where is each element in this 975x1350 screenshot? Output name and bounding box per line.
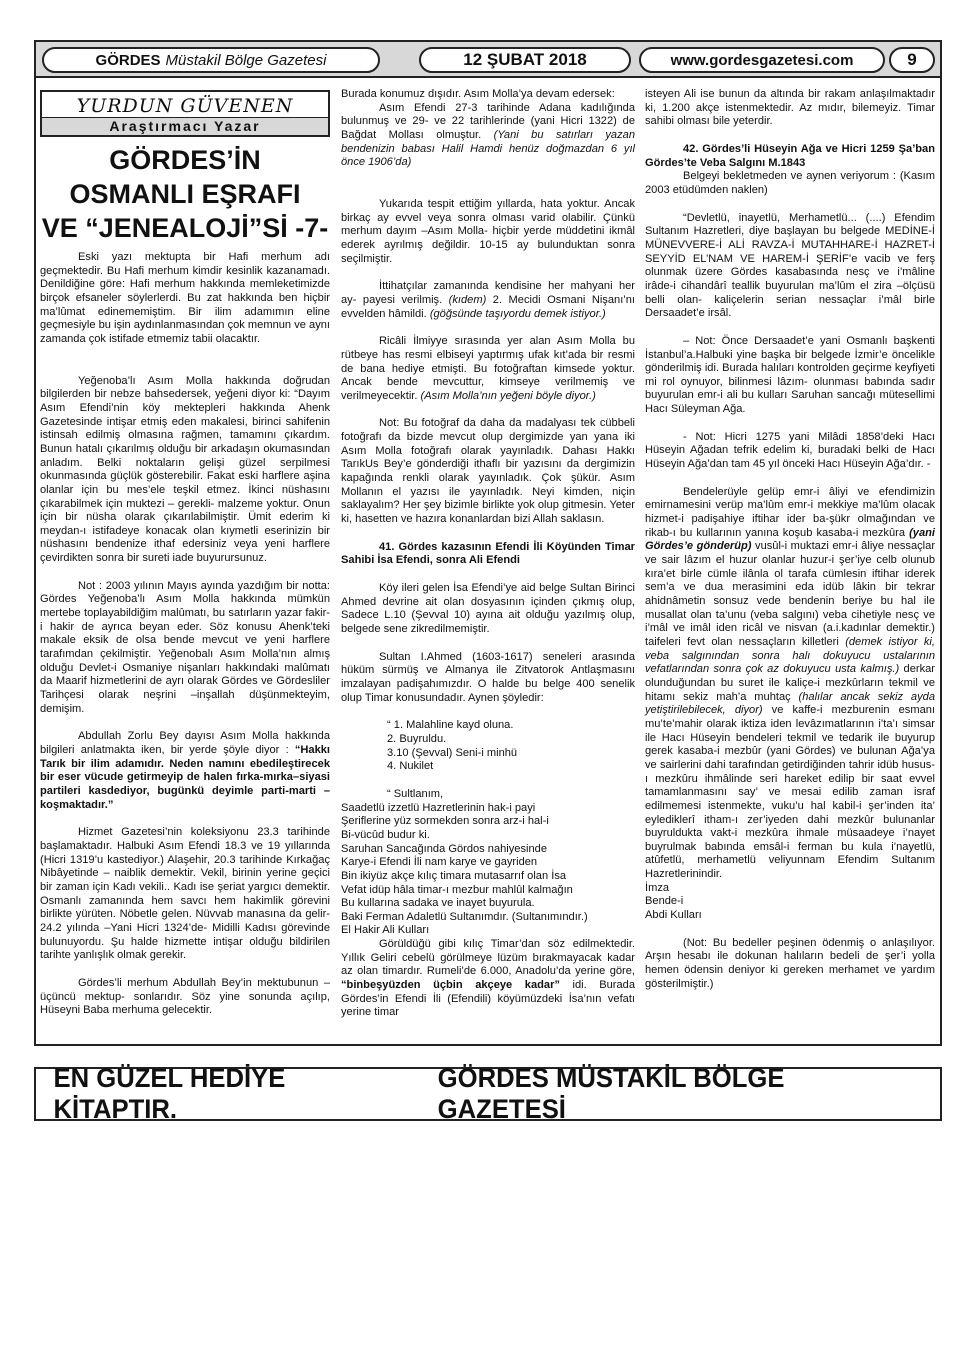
note-italic: (demek istiyor ki, veba salgınından sonra halı dokuyucu ustalarının vefatlarından sonra çok az dokuyucu usta kalmış.) xyxy=(645,635,935,676)
paragraph: Not : 2003 yılının Mayıs ayında yazdığım bir notta: Gördes Yeğenoba’lı Asım Molla hakkında mümkün mertebe toplayabildiğim malûmatı, bu satırların yazar fakir-i hakir de ayrıca beyan eder. Söz konusu Ahenk’teki makale eksik de olsa bende mevcut ve yeni harflere tarafımdan çekilmiştir. Yeğenobalı Asım Molla’nın almış olduğu Devlet-i Osmaniye nişanları hakkındaki malûmatı da Maarif hizmetlerini de ayrı olarak Gördes ve Gördesliler Tarihçesi olarak neşrini –inşallah düşünmekteyim, demişim. xyxy=(40,579,330,715)
paragraph: Hizmet Gazetesi’nin koleksiyonu 23.3 tarihinde başlamaktadır. Halbuki Asım Efendi 18.3 ve 19 yıllarında (Hicri 1319’u kastediyor.) Alaşehir, 20.3 tarihinde Kırkağaç Nibâyetinde – naiblik demektir. Vekil, birinin yerine geçici bir zaman için Kadı vekili.. Kadı ise şeriat yargıcı demektir. Osmanlı zamanında hem savcı hem hakimlik görevini birlikte yürüten. Nöbetle gelen. Nüvvab manasına da gelir- 24.2 yılında –Yani Hicri 1324’de- Midilli Kadısı görevinde bulunuyordu. Şu halde hizmette intişar olduğu bildirilen tarihte yanlışlık olmak gerekir. xyxy=(40,826,330,962)
paragraph xyxy=(341,335,635,403)
letter-line: Bi-vücûd budur ki. xyxy=(341,828,430,841)
paper-name-bold: GÖRDES xyxy=(95,51,161,69)
paragraph: Eski yazı mektupta bir Hafi merhum adı geçmektedir. Bu Hafi merhum kimdir kesinlik kazanamadı. Denildiğine göre: Hafi merhum hakkında memleketimizde birçok efsaneler söylerlerdi. Bu zat hakkında ben hiçbir ma’lûmat edinememiştim. Bir ilim adamımın eline geçmesiyle bu işin aydınlanmasından çok memnun ve aynı zamanda çok istifade etmemiz tabii olacaktır. xyxy=(40,251,330,345)
author-name: YURDUN GÜVENEN xyxy=(76,95,294,117)
list-item: 4. Nukilet xyxy=(387,760,434,773)
paragraph: Not: Bu fotoğraf da daha da madalyası tek cübbeli fotoğrafı da bizde mevcut olup dergimizde yan yana iki Asım Molla fotoğrafı olarak yayınladık. Dahası Hakkı TarıkUs Bey’e gönderdiği ithaflı bir yazısını da dergimizin kapağında renkli olarak yayınladık. Çok şükür. Asım Mollanın el yazısı ile yayınladık. Neyi kimden, niçin saklayalım? Her şey bizimle birlikte yok olup gitmesin. Yeter ki, hasetten ve hazıra konanlardan bizi Allah saklasın. xyxy=(341,417,635,526)
document-list xyxy=(341,719,635,774)
paragraph xyxy=(341,280,635,321)
letter-line: Baki Ferman Adaletlü Sultanımdır. (Sultanımındır.) xyxy=(341,910,588,923)
letter-line: El Hakir Ali Kulları xyxy=(341,924,430,937)
paragraph: - Not: Hicri 1275 yani Milâdi 1858’deki Hacı Hüseyin Ağadan tefrik edelim ki, buradaki belki de Hacı Hüseyin Ağa’dan tam 45 yıl önceki Hacı Hüseyin Ağa’dır. - xyxy=(645,430,935,471)
footer-slogan: EN GÜZEL HEDİYE KİTAPTIR. xyxy=(53,1063,286,1124)
quote-bold: “binbeşyüzden üçbin akçeye kadar” xyxy=(341,979,560,992)
issue-date: 12 ŞUBAT 2018 xyxy=(463,50,587,69)
letter-line: Saruhan Sancağında Gördos nahiyesinde xyxy=(341,842,547,855)
paragraph: Yukarıda tespit ettiğim yıllarda, hata yoktur. Ancak birkaç ay evvel veya sonra olması varid olabilir. Çünkü merhum dayım –Asım Molla- hiçbir yerde müddetini ikmâl ederek ayrılmış değildir. 10-15 ay bulunduktan sonra seçilmiştir. xyxy=(341,197,635,265)
paragraph: (Not: Bu bedeller peşinen ödenmiş o anlaşılıyor. Arşın hesabı ile dokunan halıların bedeli de şer’i yolla hemen ödensin deniyor ki gereken merhamet ve yardım gösterilmiştir.) xyxy=(645,936,935,990)
letter-line: Karye-i Efendi İli nam karye ve gayriden xyxy=(341,856,538,869)
section-heading-42: 42. Gördes’li Hüseyin Ağa ve Hicri 1259 Şa’ban Gördes’te Veba Salgını M.1843 xyxy=(645,142,935,169)
paragraph xyxy=(341,102,635,170)
paragraph: Gördes’li merhum Abdullah Bey’in mektubunun –üçüncü mektup- sonlarıdır. Söz yine sonunda açılıp, Hüseyni Baba merhuma gelecektir. xyxy=(40,976,330,1017)
paragraph-text: 2. Mecidi Osmani Nişanı’nı evvelden hâmildi. xyxy=(341,293,635,320)
quote-bold: “Hakkı Tarık bir ilim adamıdır. Neden namını ebedileştirecek bir eser vücude getirmeyip de halen fırka-mırka–siyasi partileri kasdediyor, bugünkü deyimle parti-marti – koşmaktadır.” xyxy=(40,744,330,811)
note-italic: (halılar ancak sekiz ayda yetiştirilebilecek, diyor) xyxy=(645,690,935,717)
section-heading-41: 41. Gördes kazasının Efendi İli Köyünden Timar Sahibi İsa Efendi, sonra Ali Efendi xyxy=(341,540,635,567)
paper-name-pill xyxy=(42,47,380,73)
paragraph: Sultan I.Ahmed (1603-1617) seneleri arasında hüküm sürmüş ve Almanya ile Zitvatorok Antlaşmasını imzalayan padişahımızdır. O halde bu belge 400 senelik olup Timar konusundadır. Aynen şöyledir: xyxy=(341,650,635,704)
letter-line: Şeriflerine yüz sormekden sonra arz-i hal-i xyxy=(341,815,549,828)
headline-line-1: GÖRDES’İN xyxy=(109,145,261,175)
paper-name-italic: Müstakil Bölge Gazetesi xyxy=(165,51,327,69)
paragraph: Köy ileri gelen İsa Efendi’ye aid belge Sultan Birinci Ahmed devrine ait olan dosyasının içinden çıkmış olup, Sadece L.10 (Şevval 10) ayına ait olduğu yazılmış olup, belgede sene zikredilmemiştir. xyxy=(341,582,635,635)
letter-line: Bin ikiyüz akçe kılıç timara mutasarrıf olan İsa xyxy=(341,869,567,882)
letter-line: Vefat idüp hâla timar-ı mezbur mahlûl kalmağın xyxy=(341,883,573,896)
note-italic: (kıdem) xyxy=(448,293,487,306)
website-url: www.gordesgazetesi.com xyxy=(670,51,854,69)
paragraph xyxy=(645,486,935,882)
paragraph: isteyen Ali ise bunun da altında bir rakam anlaşılmaktadır ki, 1.200 akçe istenmektedir. Az mıdır, bilemeyiz. Timar sahibi olması bile yeterdir. xyxy=(645,88,935,128)
date-pill xyxy=(419,47,631,73)
author-role: Araştırmacı Yazar xyxy=(42,117,328,135)
paragraph-text: derkar olunduğundan bu suret ile kaliçe-i mezkûrların tekmil ve hitamı sekiz mah’a muhtaç xyxy=(645,663,936,703)
list-item: 3.10 (Şevval) Seni-i minhü xyxy=(387,746,518,759)
paragraph-text: Bendelerüyle gelüp emr-i âliyi ve efendimizin emirnamesini verüp ma’lûm emr-i mekkiye ma’lûm olacak hizmet-i padişahiye iftihar ider ba-şükr olmağından ve rikab-ı bu kullarının yanına koşub kasaba-i mezkûra xyxy=(645,485,935,539)
author-box xyxy=(40,90,330,137)
paragraph-text: Görüldüğü gibi kılıç Timar’dan söz edilmektedir. Yıllık Geliri cebelü görülmeye lüzüm bırakmayacak kadar az olan timardır. Rumeli’de 6.000, Anadolu’da yerine göre, xyxy=(341,938,635,978)
paragraph xyxy=(341,938,635,1020)
paragraph-text: Asım Efendi 27-3 tarihinde Adana kadılığında bulunmuş ve 29- ve 22 tarihlerinde (yani Hicri 1322) de Bağdat Mollası olmuştur. xyxy=(341,101,635,141)
paragraph-text: vusûl-i muktazi emr-i âliye nessaçlar ve sair lâzım el huzur olanlar huzur-i şer’iye celb olunub kıra’et birle cümle ilânla ol tarafa cümlesin iftihar iderek sem’a ve dua merasimini eda idüb lâkin bir tekrar ahidnâmetin sonsuz vede bendenin beriye bu hal ile musallat olan ta’unu (veba salgını) veba cihetiyle nesç ve i’mâl ve imâl iden ricâl ve nisvan (a.i.kadınlar demektir.) taifeleri fevt olan nessaçların killetleri xyxy=(645,540,936,648)
paragraph: Yeğenoba’lı Asım Molla hakkında doğrudan bilgilerden bir nebze bahsedersek, yeğeni diyor ki: “Dayım Asım Efendi’nin köy mektepleri hakkında Ahenk Gazetesinde intişar etmiş eden makalesi, birinci sahifenin istinsah edilmiş olmasına rağmen, tamamını çıkardım. Bunun hatalı çıkarılmış olduğu bir arkadaşın okumasından anladım. Belki noktaların gelişi güzel serpilmesi okunmasında güçlük gösterebilir. Fakat eski harflere aşina olanlar için bu mes’ele teşkil etmez. İkinci nüshasını çıkarabilmek için muktezi – gerekli- malzeme yoktur. Onun için bir nüsha olarak çıkarılabilmiştir. Ümit ederim ki meydan-ı istifadeye konacak olan kıymetli eserinizin bir nüshasını bendenize ithaf edersiniz veya yeni harflere çevirdikten sonra bir sureti iade buyurursunuz. xyxy=(40,374,330,565)
website-pill xyxy=(639,47,885,73)
page-number: 9 xyxy=(907,50,917,69)
note-italic: (Yani bu satırları yazan bendenizin babası Halil Hamdi henüz doğmazdan 6 yıl önce 1906’da) xyxy=(341,128,635,169)
paragraph: Belgeyi bekletmeden ve aynen veriyorum : (Kasım 2003 etüdümden naklen) xyxy=(645,170,935,196)
paragraph-text: Ricâli İlmiyye sırasında yer alan Asım Molla bu rütbeye has resmi elbiseyi yaptırmış ufak kıt’ada bir resmi de bana hediye etmişti. Bu fotoğraftan kimsede yoktur. Ancak bende mevcuttur, kimseye verilmemiş ve verilmeyecektir. xyxy=(341,335,635,402)
column-2 xyxy=(341,88,635,1020)
note-italic: (Asım Molla’nın yeğeni böyle diyor.) xyxy=(420,389,596,402)
signature-line: Abdi Kulları xyxy=(645,909,702,922)
paragraph xyxy=(40,730,330,812)
signature-block xyxy=(645,882,935,923)
note-bold-italic: (yani Gördes’e gönderüp) xyxy=(645,526,935,553)
footer-banner xyxy=(34,1063,942,1124)
paragraph-text: İttihatçılar zamanında kendisine her mahyani her ay- payesi verilmiş. xyxy=(341,280,635,306)
headline-line-2: OSMANLI EŞRAFI xyxy=(69,179,301,209)
letter-line: Bu kullarına sadaka ve inayet buyurula. xyxy=(341,897,535,910)
signature-line: İmza xyxy=(645,881,670,894)
footer-paper-name: GÖRDES MÜSTAKİL BÖLGE GAZETESİ xyxy=(437,1063,785,1124)
letter-line: “ Sultlanım, xyxy=(387,787,444,800)
paragraph: Burada konumuz dışıdır. Asım Molla’ya devam edersek: xyxy=(341,88,615,100)
signature-line: Bende-i xyxy=(645,895,684,908)
note-italic: (göğsünde taşıyordu demek istiyor.) xyxy=(429,307,606,320)
column-1 xyxy=(40,88,330,1018)
sultan-letter xyxy=(341,788,635,938)
paragraph-text: ve kaffe-i mezburenin esmanı mu’te’mahir olarak iktiza iden levâzımatlarının i’ta’ı simsar ile Hacı Hüseyin bendeleri tekmil ve tedarik ile buyurup gerek kasaba-i mezbûr (yani Gördes) ve bulunan Ağa’ya ve sairlerini dahi tarafından getirdiğinden tahrir idüb husus-ı mezkûru ihmâlinde seri hareket edilip bir saat evvel tamamlanmasını say’ ve mesai edilib zaman israf edilmemesi istenmekte, vuku’u hal kabil-i şer’inden ita’ eylediklerî itham-ı zer’iyeden dahi mezkûr bulunanlar buyruldukta vakt-i mezkûra ihmale müsaadeye i’nayet buyrulmak babında emsâl-i ferman bu kula i’nayetlü, atûfetlü, merhametlü veliyunnam Efendim Sultanım Hazretlerinindir. xyxy=(645,704,935,881)
paragraph: “Devletlü, inayetlü, Merhametlü... (....) Efendim Sultanım Hazretleri, diye başlayan bu belgede MEDİNE-İ MÜNEVVERE-İ ALİ RAVZA-İ MUTAHHARE-İ HAZRET-İ SEYYİD EL’NAM VE HAREM-İ ŞERİF’e vacib ve ferş olunmak üzere Gördes kasabasında nesç ve i’mâline irâde-i cihandârî teallik buyurulan ma’lûm el zira –ölçüsü belli olan- kaliçelerin serian nessaçlar i’mâl birle Dersaadet’e irsâl. xyxy=(645,211,935,320)
list-item: “ 1. Malahline kayd oluna. xyxy=(387,719,514,732)
paragraph: – Not: Önce Dersaadet’e yani Osmanlı başkenti İstanbul’a.Halbuki yine başka bir belgede İzmir’e öncelikle gönderilmiş idi. Burada halıları kontrolden geçirme keyfiyeti mi rol oynuyor, bilinmesi lâzım- olunması babında sadır buyurulan emr-i ali bu kulları Saruhan sancağı mütesellimi Hacı Süleyman Ağa. xyxy=(645,334,935,416)
headline xyxy=(40,143,330,245)
paragraph-text: Abdullah Zorlu Bey dayısı Asım Molla hakkında bilgileri anlatmakta iken, bir yerde şöyle diyor : xyxy=(40,730,330,756)
column-3 xyxy=(645,88,935,991)
paragraph-text: idi. Burada Gördes’in Efendi İli (Efendili) köyümüzdeki İsa’nın vefatı yerine timar xyxy=(341,979,636,1019)
list-item: 2. Buyruldu. xyxy=(387,732,447,745)
letter-line: Saadetlü izzetlü Hazretlerinin hak-i payi xyxy=(341,801,536,814)
page-number-pill xyxy=(889,47,935,73)
headline-line-3: VE “JENEALOJİ”Sİ -7- xyxy=(41,213,329,243)
